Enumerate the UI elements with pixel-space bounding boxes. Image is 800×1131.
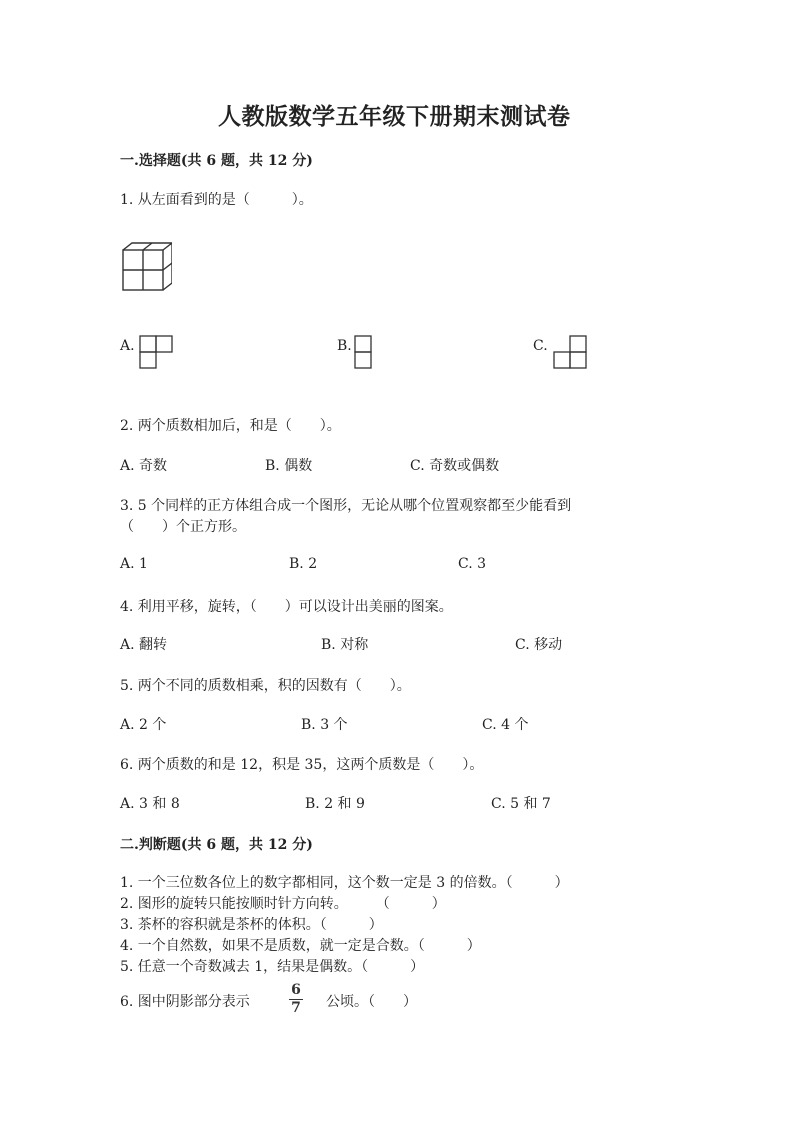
section-heading-true-false: 二.判断题(共 6 题，共 12 分) (120, 837, 313, 853)
question-2-option-c: C. 奇数或偶数 (410, 458, 500, 474)
judge-item-2: 2. 图形的旋转只能按顺时针方向转。 （ ） (120, 896, 446, 912)
judge-item-6: 6. 图中阴影部分表示 (120, 994, 250, 1010)
judge-item-6-suffix: 公顷。（ ） (326, 994, 417, 1010)
question-3-stem-line2: （ ）个正方形。 (120, 519, 246, 535)
question-6-option-b: B. 2 和 9 (305, 796, 365, 812)
fraction-numerator: 6 (291, 982, 301, 998)
question-4-stem: 4. 利用平移，旋转，（ ）可以设计出美丽的图案。 (120, 599, 453, 615)
question-3-option-a: A. 1 (120, 556, 148, 572)
question-4-option-c: C. 移动 (515, 637, 563, 653)
fraction-denominator: 7 (291, 1000, 301, 1016)
judge-item-3: 3. 茶杯的容积就是茶杯的体积。（ ） (120, 917, 383, 933)
fraction-six-sevenths (289, 983, 303, 1016)
judge-item-1: 1. 一个三位数各位上的数字都相同，这个数一定是 3 的倍数。（ ） (120, 875, 569, 891)
question-1-stem: 1. 从左面看到的是（ ）。 (120, 192, 313, 208)
question-2-option-b: B. 偶数 (265, 458, 313, 474)
option-b-figure (354, 335, 374, 371)
question-3-option-b: B. 2 (289, 556, 318, 572)
question-3-option-c: C. 3 (458, 556, 487, 572)
question-6-option-c: C. 5 和 7 (491, 796, 551, 812)
question-6-stem: 6. 两个质数的和是 12，积是 35，这两个质数是（ ）。 (120, 757, 484, 773)
question-1-option-b: B. (337, 338, 352, 354)
section-heading-choice: 一.选择题(共 6 题，共 12 分) (120, 153, 313, 169)
judge-item-5: 5. 任意一个奇数减去 1，结果是偶数。（ ） (120, 959, 425, 975)
question-4-option-a: A. 翻转 (120, 637, 168, 653)
question-5-option-a: A. 2 个 (120, 717, 167, 733)
question-4-option-b: B. 对称 (321, 637, 369, 653)
question-1-option-c: C. (533, 338, 548, 354)
page-title: 人教版数学五年级下册期末测试卷 (218, 103, 571, 130)
question-5-stem: 5. 两个不同的质数相乘，积的因数有（ ）。 (120, 678, 411, 694)
question-1-option-a: A. (120, 338, 135, 354)
question-5-option-c: C. 4 个 (482, 717, 529, 733)
question-2-stem: 2. 两个质数相加后，和是（ ）。 (120, 418, 341, 434)
judge-item-4: 4. 一个自然数，如果不是质数，就一定是合数。（ ） (120, 938, 481, 954)
question-5-option-b: B. 3 个 (301, 717, 348, 733)
cube-stack-figure (120, 240, 172, 294)
question-2-option-a: A. 奇数 (120, 458, 168, 474)
option-a-figure (139, 335, 175, 371)
question-6-option-a: A. 3 和 8 (120, 796, 180, 812)
question-3-stem-line1: 3. 5 个同样的正方体组合成一个图形，无论从哪个位置观察都至少能看到 (120, 498, 572, 514)
option-c-figure (551, 335, 589, 371)
